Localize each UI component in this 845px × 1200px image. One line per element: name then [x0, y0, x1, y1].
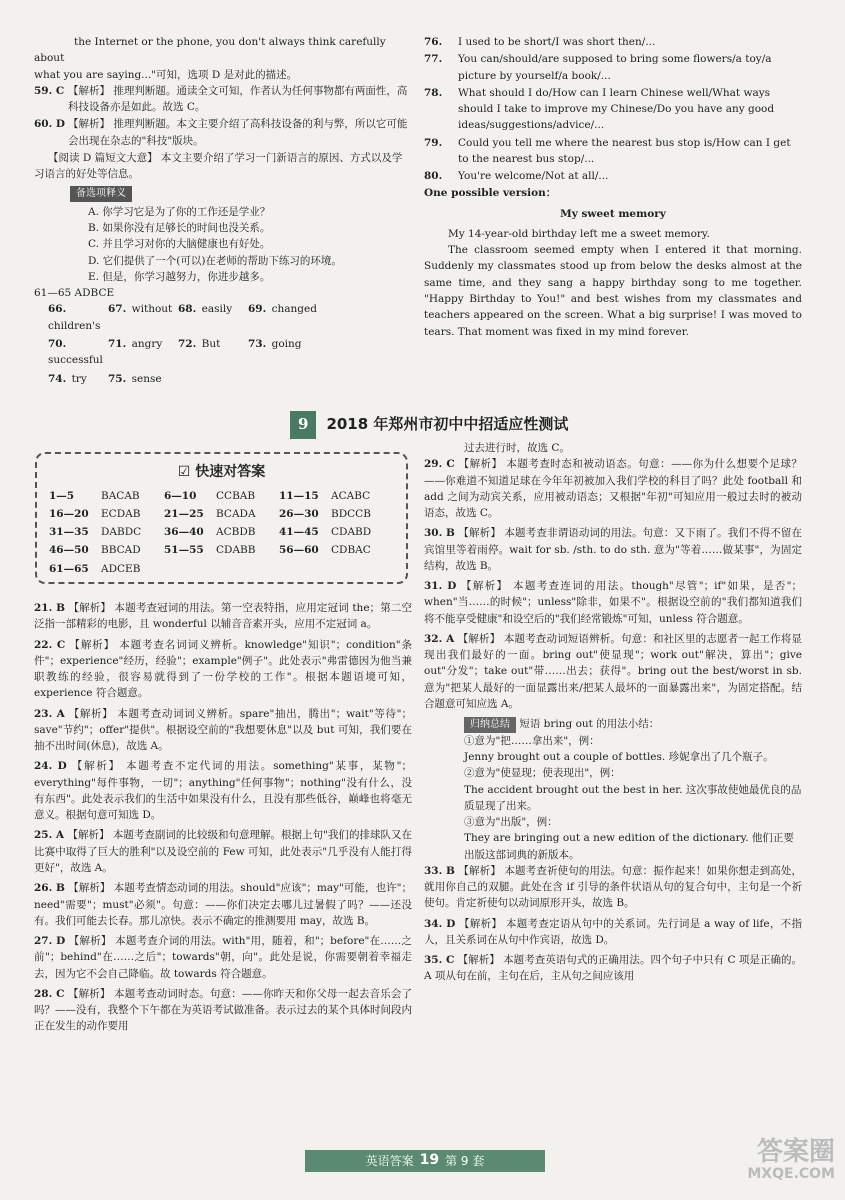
quick-answer-entry: 51—55 CDABB [164, 544, 256, 557]
explanation-item: 31. D 【解析】 本题考查连词的用法。though"尽管"；if"如果，是否"；when"当……的时候"；unless"除非，如果不"。根据设空前的"我们都知道我们将不能享受健康"和设空后的"我们经常锻炼"可知，unless 符合题意。 [424, 580, 803, 625]
answer-item: 78. What should I do/How can I learn Chinese well/What ways should I take to improve my Chinese/Do you have any good ideas/suggestions/advice/... [424, 86, 775, 132]
continued-text: the Internet or the phone, you don't always think carefully about what you are saying..."可知，选项 D 是对此的描述。 [34, 36, 386, 81]
essay-body [424, 226, 802, 340]
word-item: 74. try [48, 372, 87, 385]
word-item: 66. children's [48, 303, 101, 332]
answer-item: 79. Could you tell me where the nearest bus stop is/How can I get to the nearest bus stop/... [424, 136, 791, 165]
explanation-item: 28. C 【解析】 本题考查动词时态。句意：——你昨天和你父母一起去音乐会了吗？——没有，我整个下午都在为英语考试做准备。表示过去的某个具体时间段内正在发生的动作要用 [34, 987, 413, 1033]
word-item: 72. But [178, 338, 221, 351]
explanation-item: 30. B 【解析】 本题考查非谓语动词的用法。句意：又下雨了。我们不得不留在宾馆里等着雨停。wait for sb. /sth. to do sth. 意为"等着……做某事"，为固定结构，故选 B。 [424, 527, 802, 572]
footer-label: 英语答案 [365, 1153, 414, 1168]
quick-answers-box [35, 452, 408, 584]
top-right-column [424, 34, 802, 340]
quick-answer-entry: 46—50 BBCAD [49, 544, 141, 557]
explanation-item: 24. D 【解析】 本题考查不定代词的用法。something"某事，某物"；everything"每件事物，一切"；anything"任何事物"；nothing"没有什么，没有东西"。此处表示我们的生活中如果没有什么，且没有那些低谷，巅峰也将毫无意义。根据句意可知选 D。 [34, 760, 413, 822]
quick-answers-title: ☑ 快速对答案 [177, 464, 266, 480]
word-answers [48, 301, 412, 386]
answer-item: 76. I used to be short/I was short then/... [424, 36, 656, 48]
option-b: B. 如果你没有足够长的时间也没关系。 [88, 222, 271, 235]
range-answers: 61—65 ADBCE [34, 287, 115, 300]
summary-line: Jenny brought out a couple of bottles. 珍妮拿出了几个瓶子。 [464, 751, 774, 764]
explanation-item: 25. A 【解析】 本题考查副词的比较级和句意理解。根据上句"我们的排球队又在比赛中取得了巨大的胜利"以及设空前的 Few 可知，此处表示"几乎没有人能打得更好"，故选 A。 [34, 829, 413, 874]
quick-answers-grid [49, 488, 394, 577]
summary-line: They are bringing out a new edition of the dictionary. 他们正要出版这部词典的新版本。 [464, 832, 794, 861]
bottom-left-column [34, 600, 412, 1039]
quick-answer-entry: 41—45 CDABD [279, 526, 372, 539]
section-title: 2018 年郑州市初中中招适应性测试 [326, 415, 569, 434]
section-number: 9 [290, 411, 316, 438]
bottom-right-column [424, 440, 802, 989]
page-number: 19 [419, 1152, 440, 1169]
summary-line: The accident brought out the best in her. 这次事故使她最优良的品质显现了出来。 [464, 783, 802, 812]
essay-paragraph: The classroom seemed empty when I entered it that morning. Suddenly my classmates stood up from below the desks almost at the same time, and they sang a happy birthday song to me together. "Happy Birthday to You!" and best wishes from my classmates and teachers appeared on the screen. What a big surprise! I was moved to tears. That moment was fixed in my mind forever. [424, 244, 802, 338]
answer-item: 77. You can/should/are supposed to bring some flowers/a toy/a picture by yourself/a book/... [424, 53, 772, 82]
watermark-logo: 答案圈 MXQE.COM [747, 1137, 835, 1182]
quick-answer-entry: 1—5 BACAB [49, 489, 140, 502]
answer-item: 59. C 【解析】 推理判断题。通读全文可知，作者认为任何事物都有两面性，高科技设备亦是如此。故选 C。 [34, 84, 408, 114]
quick-answer-entry: 6—10 CCBAB [164, 489, 256, 502]
summary-line: ①意为"把……拿出来"，例： [464, 734, 600, 747]
explanation-item: 34. D 【解析】 本题考查定语从句中的关系词。先行词是 a way of life，不指人，且关系词在从句中作宾语，故选 D。 [424, 917, 802, 946]
summary-intro: 短语 bring out 的用法小结： [519, 718, 660, 731]
explanation-item: 27. D 【解析】 本题考查介词的用法。with"用，随着，和"；before"在……之前"；behind"在……之后"；towards"朝，向"。此处是说，你需要朝着幸福走去，因为它不会自己降临。故 towards 符合题意。 [34, 935, 413, 980]
quick-answer-entry: 16—20 ECDAB [49, 507, 141, 520]
option-a: A. 你学习它是为了你的工作还是学业？ [88, 205, 271, 218]
top-left-column [34, 34, 412, 387]
word-item: 71. angry [108, 338, 163, 351]
quick-answer-entry: 36—40 ACBDB [164, 526, 256, 539]
quick-answer-entry: 56—60 CDBAC [279, 544, 371, 557]
answer-item: 60. D 【解析】 推理判断题。本文主要介绍了高科技设备的利与弊，所以它可能会出现在杂志的"科技"版块。 [34, 118, 408, 147]
word-item: 73. going [248, 338, 302, 351]
explanation-item: 35. C 【解析】 本题考查英语句式的正确用法。四个句子中只有 C 项是正确的。A 项从句在前，主句在后，主从句之间应该用 [424, 954, 803, 983]
option-d: D. 它们提供了一个(可以)在老师的帮助下练习的环境。 [88, 254, 342, 267]
set-label: 第 9 套 [445, 1153, 485, 1168]
reading-d-summary: 【阅读 D 篇短文大意】 本文主要介绍了学习一门新语言的原因、方式以及学习语言的好处等信息。 [34, 151, 403, 181]
explanation-item: 29. C 【解析】 本题考查时态和被动语态。句意：——你为什么想要个足球？——你难道不知道足球在今年年初被加入我们学校的科目了吗？此处 football 和 add 之间为动宾关系，应用被动语态；又根据"年初"可知应用一般过去时的被动语态，故选 C。 [424, 458, 802, 520]
option-c: C. 并且学习对你的大脑健康也有好处。 [88, 238, 271, 251]
explanation-item: 23. A 【解析】 本题考查动词词义辨析。spare"抽出，腾出"；wait"等待"；save"节约"；offer"提供"。根据设空前的"我想要休息"以及 but 可知，我们要在抽不出时间(休息)，故选 A。 [34, 707, 412, 753]
answer-item: 80. You're welcome/Not at all/... [424, 170, 609, 183]
explanation-item: 22. C 【解析】 本题考查名词词义辨析。knowledge"知识"；condition"条件"；experience"经历，经验"；example"例子"。此处表示"弗雷德因为他当兼职教练的经验，很容易就得到了一份学校的工作"。根据本题语境可知，experience 符合题意。 [34, 638, 412, 700]
word-item: 75. sense [108, 372, 162, 385]
checkbox-icon: ☑ [177, 464, 191, 480]
word-item: 69. changed [248, 303, 317, 316]
quick-answer-entry: 31—35 DABDC [49, 526, 142, 539]
explanation-item: 26. B 【解析】 本题考查情态动词的用法。should"应该"；may"可能，也许"；need"需要"；must"必须"。句意：——你们决定去哪儿过暑假了吗？——还没有。我们可能去长春。那儿凉快。表示不确定的推测要用 may，故选 B。 [34, 882, 412, 927]
quick-answer-entry: 21—25 BCADA [164, 507, 256, 520]
summary-line: ③意为"出版"，例： [464, 816, 558, 829]
quick-answer-entry: 61—65 ADCEB [49, 562, 141, 575]
review-label: 备选项释义 [70, 186, 132, 202]
word-item: 68. easily [178, 303, 233, 316]
option-e: E. 但是，你学习越努力，你进步越多。 [88, 270, 271, 283]
possible-version-label: One possible version： [424, 187, 557, 200]
quick-answer-entry: 11—15 ACABC [279, 489, 371, 502]
explanation-item: 32. A 【解析】 本题考查动词短语辨析。句意：和社区里的志愿者一起工作将显现出我们最好的一面。bring out"使显现"；work out"解决，算出"；give out"分发"；take out"带……出去；获得"。bring out the best/worst in sb. 意为"把某人最好的一面显露出来/把某人最坏的一面暴露出来"，为固定搭配。结合题意可知应选 A。 [424, 632, 802, 710]
explanation-item: 33. B 【解析】 本题考查祈使句的用法。句意：振作起来！如果你想走到高处，就用你自己的双腿。此处在含 if 引导的条件状语从句的复合句中，主句是一个祈使句。肯定祈使句以动词原形开头，故选 B。 [424, 864, 802, 910]
word-item: 70. successful [48, 338, 103, 367]
page-footer [305, 1150, 545, 1172]
summary-label: 归纳总结 [464, 717, 516, 733]
quick-answer-entry: 26—30 BDCCB [279, 507, 371, 520]
explanation-item: 21. B 【解析】 本题考查冠词的用法。第一空表特指，应用定冠词 the；第二空泛指一部精彩的电影，且 wonderful 以辅音音素开头，应用不定冠词 a。 [34, 602, 412, 631]
section-banner [290, 410, 590, 440]
word-item: 67. without [108, 303, 173, 316]
essay-title: My sweet memory [560, 207, 666, 220]
continued-text: 过去进行时，故选 C。 [464, 442, 570, 454]
summary-header [464, 716, 802, 733]
summary-body [464, 733, 802, 863]
essay-paragraph: My 14-year-old birthday left me a sweet memory. [448, 227, 710, 240]
summary-line: ②意为"使显现；使表现出"，例： [464, 767, 621, 780]
